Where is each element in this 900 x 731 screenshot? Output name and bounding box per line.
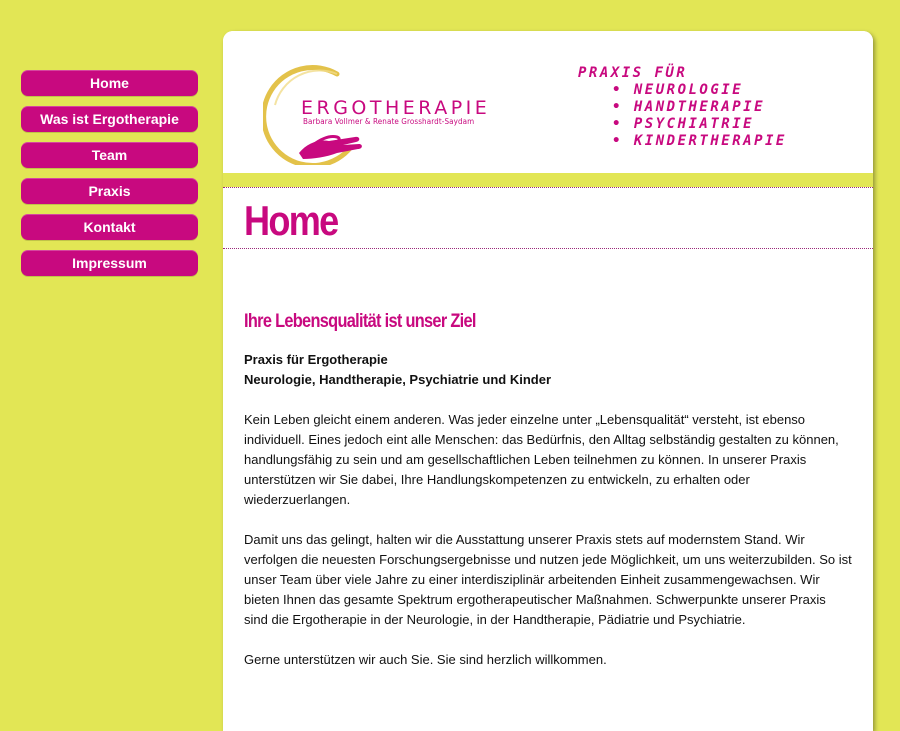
nav-item-kontakt[interactable]: Kontakt [21, 214, 198, 240]
main-content-panel [223, 31, 873, 731]
nav-item-was-ist-ergotherapie[interactable]: Was ist Ergotherapie [21, 106, 198, 132]
tagline [578, 65, 787, 150]
nav-item-impressum[interactable]: Impressum [21, 250, 198, 276]
tagline-item-psychiatrie: • PSYCHIATRIE [578, 116, 787, 133]
nav-item-team[interactable]: Team [21, 142, 198, 168]
body-paragraph-2: Damit uns das gelingt, halten wir die Ausstattung unserer Praxis stets auf modernstem Stand. Wir verfolgen die neuesten Forschungsergebnisse und nutzen jede Möglichkeit, um uns weiterzubilden. So ist unser Team über viele Jahre zu einer interdisziplinär arbeitenden Einheit zusammengewachsen. Wir bieten Ihnen das gesamte Spektrum ergotherapeutischer Maßnahmen. Schwerpunkte unserer Praxis sind die Ergotherapie in der Neurologie, in der Handtherapie, Pädiatrie und Psychiatrie. [244, 532, 852, 627]
page-title: Home [244, 197, 338, 244]
nav-item-praxis[interactable]: Praxis [21, 178, 198, 204]
tagline-item-neurologie: • NEUROLOGIE [578, 82, 787, 99]
tagline-item-kindertherapie: • KINDERTHERAPIE [578, 133, 787, 150]
article-content [223, 249, 873, 670]
tagline-item-handtherapie: • HANDTHERAPIE [578, 99, 787, 116]
intro-line-2: Neurologie, Handtherapie, Psychiatrie und Kinder [244, 372, 552, 387]
tagline-heading: PRAXIS FÜR [578, 65, 688, 81]
body-paragraph-1: Kein Leben gleicht einem anderen. Was jeder einzelne unter „Lebensqualität“ versteht, ist ebenso individuell. Eines jedoch eint alle Menschen: das Bedürfnis, den Alltag selbständig gestalten zu können, handlungsfähig zu sein und am gesellschaftlichen Leben teilnehmen zu können. In unserer Praxis unterstützen wir Sie dabei, Ihre Handlungskompetenzen zu entwickeln, zu erhalten oder wiederzuerlangen. [244, 412, 839, 507]
header-divider-band [223, 173, 873, 187]
nav-item-home[interactable]: Home [21, 70, 198, 96]
logo-subtitle: Barbara Vollmer & Renate Grosshardt-Saydam [303, 117, 475, 126]
body-paragraph-3: Gerne unterstützen wir auch Sie. Sie sind herzlich willkommen. [244, 652, 607, 667]
logo-title: ERGOTHERAPIE [301, 97, 491, 119]
main-navigation [21, 70, 198, 286]
intro-paragraph [244, 350, 853, 390]
article-subheading: Ihre Lebensqualität ist unser Ziel [244, 311, 476, 332]
intro-line-1: Praxis für Ergotherapie [244, 352, 388, 367]
site-header [223, 31, 873, 173]
page-title-box [223, 188, 873, 248]
